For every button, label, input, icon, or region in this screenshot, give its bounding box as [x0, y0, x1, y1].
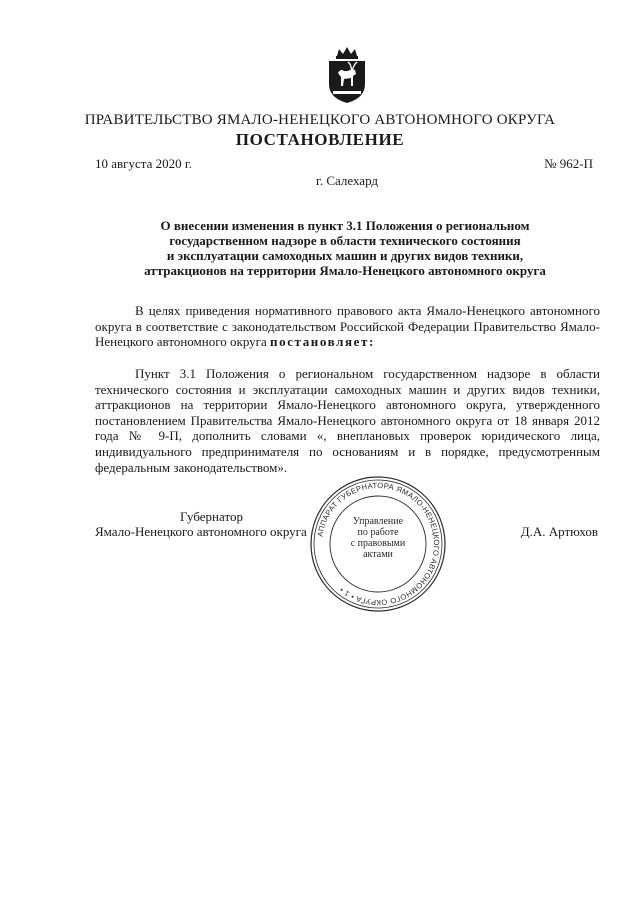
stamp-line: Управление	[352, 516, 404, 527]
stamp-line: с правовыми	[350, 538, 406, 549]
stamp-center-text	[335, 516, 421, 560]
document-date: 10 августа 2020 г.	[95, 156, 192, 171]
signatory-title-region: Ямало-Ненецкого автономного округа	[95, 524, 307, 539]
subject-line: О внесении изменения в пункт 3.1 Положения о региональном	[160, 218, 530, 233]
preamble-text: В целях приведения нормативного правового акта Ямало-Ненецкого автономного округа в соответствие с законодательством Российской Федерации Правительство Ямало-Ненецкого автономного округа	[95, 303, 600, 350]
resolution-paragraph: Пункт 3.1 Положения о региональном государственном надзоре в области технического состояния и эксплуатации самоходных машин и других видов техники, аттракционов на территории Ямало-Ненецкого автономного округа, утвержденного постановлением Правительства Ямало-Ненецкого автономного округа от 18 января 2012 года № 9-П, дополнить словами «, внеплановых проверок юридического лица, индивидуального предпринимателя по основаниям и в порядке, предусмотренным федеральным законодательством».	[95, 366, 600, 475]
subject-line: аттракционов на территории Ямало-Ненецкого автономного округа	[144, 263, 546, 278]
subject-line: государственном надзоре в области технического состояния	[169, 233, 521, 248]
signatory-name: Д.А. Артюхов	[520, 524, 598, 539]
stamp-line: актами	[363, 549, 393, 560]
document-number: № 962-П	[544, 156, 593, 171]
document-type: ПОСТАНОВЛЕНИЕ	[235, 130, 405, 149]
document-city: г. Салехард	[315, 173, 379, 188]
stamp-ring-text: АППАРАТ ГУБЕРНАТОРА ЯМАЛО-НЕНЕЦКОГО АВТОНОМНОГО ОКРУГА • 1 •	[315, 480, 442, 608]
subject-line: и эксплуатации самоходных машин и других видов техники,	[166, 248, 524, 263]
coat-of-arms-icon	[324, 46, 370, 104]
signatory-title: Губернатор	[180, 509, 243, 524]
resolution-keyword: постановляет:	[270, 334, 375, 350]
stamp-line: по работе	[357, 527, 399, 538]
preamble-paragraph	[95, 303, 600, 350]
government-title: ПРАВИТЕЛЬСТВО ЯМАЛО-НЕНЕЦКОГО АВТОНОМНОГО ОКРУГА	[84, 112, 556, 128]
document-subject	[95, 218, 595, 278]
